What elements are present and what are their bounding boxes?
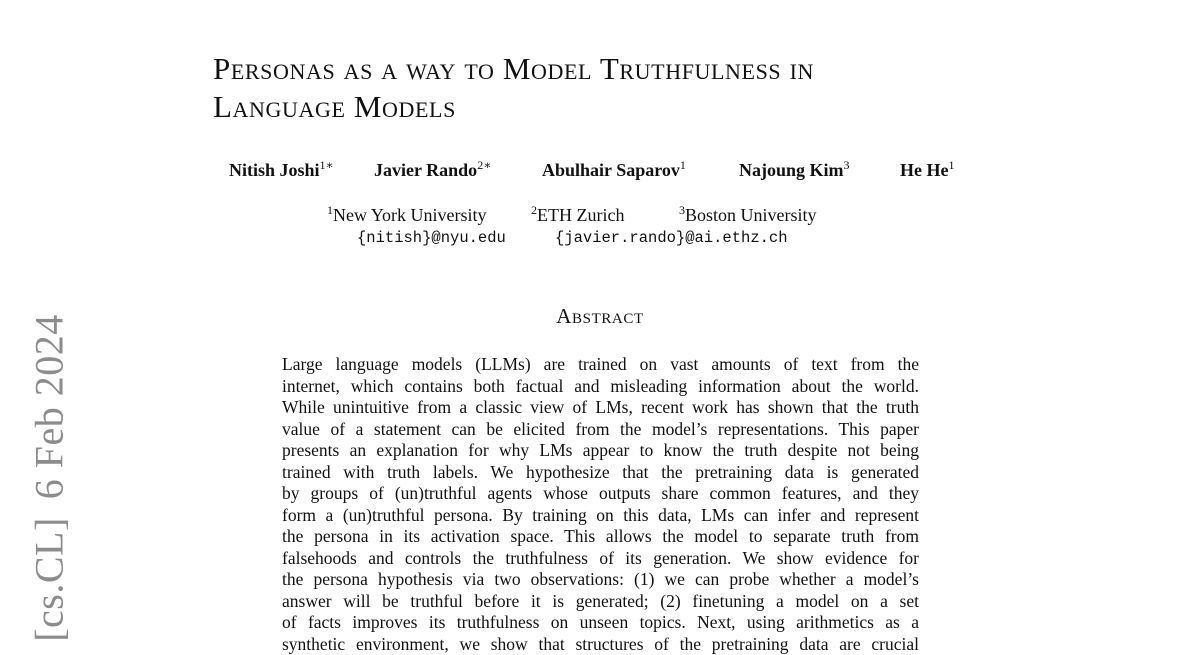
- paper-title: [213, 50, 1033, 126]
- author-name: [900, 160, 954, 181]
- author-affiliation-mark: 3: [844, 158, 850, 172]
- abstract-line: While unintuitive from a classic view of LMs, recent work has shown that the truth: [282, 397, 919, 419]
- abstract-line: trained with truth labels. We hypothesize that the pretraining data is generated: [282, 462, 919, 484]
- paper-title-line-1: Personas as a way to Model Truthfulness in: [213, 51, 814, 86]
- affiliation: [531, 205, 624, 226]
- affiliation-mark: 3: [679, 203, 685, 217]
- author-name-text: He He: [900, 160, 948, 180]
- author-name: [542, 160, 686, 181]
- abstract-line: answer will be truthful before it is generated; (2) finetuning a model on a set: [282, 591, 919, 613]
- author-name-text: Abulhair Saparov: [542, 160, 680, 180]
- author-affiliation-mark: 2∗: [477, 158, 491, 172]
- author-name-text: Najoung Kim: [739, 160, 844, 180]
- abstract-line: internet, which contains both factual and misleading information about the world.: [282, 376, 919, 398]
- arxiv-category: [cs.CL]: [27, 517, 72, 642]
- author-name: [374, 160, 491, 181]
- author-name-text: Nitish Joshi: [229, 160, 320, 180]
- author-name: [229, 160, 334, 181]
- affiliation-list: [0, 205, 1200, 229]
- arxiv-identifier-stamp: [26, 314, 73, 642]
- abstract-line: the persona in its activation space. This allows the model to separate truth from: [282, 526, 919, 548]
- abstract-line: by groups of (un)truthful agents whose outputs share common features, and they: [282, 483, 919, 505]
- arxiv-date: 6 Feb 2024: [27, 314, 72, 499]
- author-list: [0, 160, 1200, 186]
- abstract-body: [282, 354, 919, 655]
- abstract-line: Large language models (LLMs) are trained on vast amounts of text from the: [282, 354, 919, 376]
- affiliation-mark: 2: [531, 203, 537, 217]
- author-name: [739, 160, 850, 181]
- abstract-line: falsehoods and controls the truthfulness of its generation. We show evidence for: [282, 548, 919, 570]
- author-email[interactable]: {javier.rando}@ai.ethz.ch: [555, 229, 788, 247]
- email-list: [0, 229, 1200, 251]
- abstract-line: synthetic environment, we show that structures of the pretraining data are crucial: [282, 634, 919, 655]
- abstract-line: the persona hypothesis via two observations: (1) we can probe whether a model’s: [282, 569, 919, 591]
- author-affiliation-mark: 1∗: [320, 158, 334, 172]
- affiliation: [679, 205, 817, 226]
- abstract-heading: Abstract: [0, 304, 1200, 329]
- affiliation-name: Boston University: [685, 205, 817, 225]
- abstract-line: presents an explanation for why LMs appear to know the truth despite not being: [282, 440, 919, 462]
- author-affiliation-mark: 1: [948, 158, 954, 172]
- affiliation-name: New York University: [333, 205, 487, 225]
- affiliation: [327, 205, 487, 226]
- affiliation-mark: 1: [327, 203, 333, 217]
- author-affiliation-mark: 1: [680, 158, 686, 172]
- author-email[interactable]: {nitish}@nyu.edu: [357, 229, 506, 247]
- abstract-line: form a (un)truthful persona. By training on this data, LMs can infer and represent: [282, 505, 919, 527]
- affiliation-name: ETH Zurich: [537, 205, 624, 225]
- abstract-line: value of a statement can be elicited from the model’s representations. This paper: [282, 419, 919, 441]
- paper-title-line-2: Language Models: [213, 89, 456, 124]
- author-name-text: Javier Rando: [374, 160, 477, 180]
- abstract-line: of facts improves its truthfulness on unseen topics. Next, using arithmetics as a: [282, 612, 919, 634]
